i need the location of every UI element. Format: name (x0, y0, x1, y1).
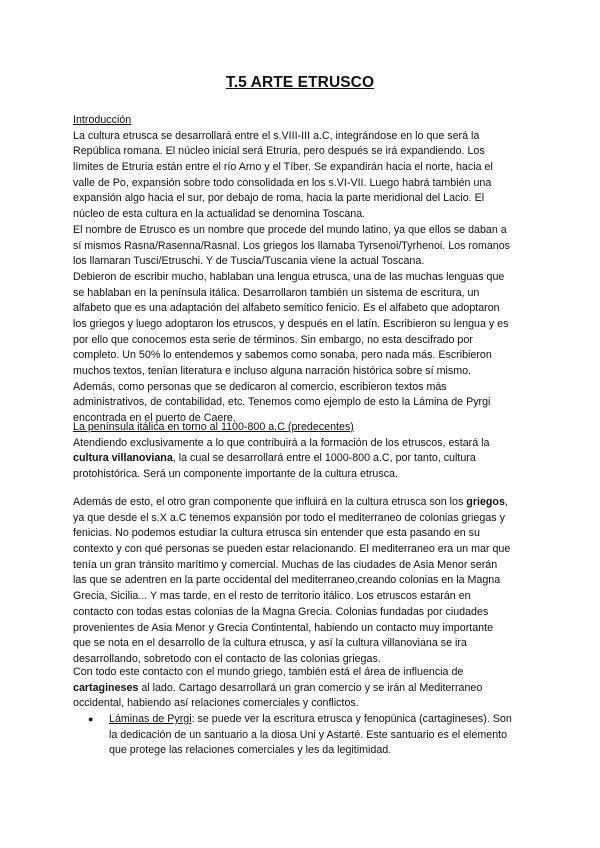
paragraph-line: las que se adentren en la parte occidental del mediterraneo,creando colonias en la Magna (73, 574, 501, 587)
paragraph-line: sí mismos Rasna/Rasenna/Rasnal. Los griegos los llamaba Tyrsenoi/Tyrhenoi. Los romanos (73, 239, 511, 252)
paragraph-line: contexto y con qué personas se pueden estar relacionando. El mediterraneo era un mar que (73, 543, 511, 556)
paragraph-line: Con todo este contacto con el mundo griego, también está el área de influencia de (73, 666, 464, 678)
paragraph-line: Debieron de escribir mucho, hablaban una lengua etrusca, una de las muchas lenguas que (73, 270, 505, 283)
paragraph-line: protohistórica. Será un componente importante de la cultura etrusca. (73, 468, 398, 481)
document-title: T.5 ARTE ETRUSCO (225, 74, 375, 91)
section-heading: Introducción (73, 114, 132, 126)
paragraph-line (73, 451, 535, 467)
paragraph-line (73, 495, 535, 511)
bullet-icon: ● (88, 714, 94, 725)
paragraph-line: occidental, habiendo así relaciones comerciales y conflictos. (73, 697, 359, 710)
paragraph-line: por ello que conocemos esta serie de términos. Sin embargo, no esta descifrado por (73, 333, 473, 346)
text-run: al lado. Cartago desarrollará un gran comercio y se irán al Mediterraneo (138, 681, 483, 694)
paragraph-line: ya que desde el s.X a.C tenemos expansión por todo el mediterraneo de colonias griegas y (73, 511, 505, 524)
paragraph-line: contacto con todas estas colonias de la Magna Grecia. Colonias fundadas por ciudades (73, 605, 489, 618)
paragraph-line: completo. Un 50% lo entendemos y sabemos como sonaba, pero nada más. Escribieron (73, 349, 492, 362)
paragraph-line: se hablaban en la península itálica. Desarrollaron también un sistema de escritura, un (73, 286, 480, 299)
bold-term: griegos (466, 496, 505, 508)
list-item (73, 712, 535, 759)
paragraph-line: provenientes de Asia Menor y Grecia Contintental, habiendo un contacto muy importante (73, 621, 494, 634)
paragraph-line: administrativos, de contabilidad, etc. Tenemos como ejemplo de esto la Lámina de Pyrgi (73, 396, 491, 409)
paragraph-line: los griegos y luego adoptaron los etruscos, y después en el latín. Escribieron su lengua y es (73, 317, 509, 330)
paragraph-line: encontrada en el puerto de Caere. (73, 412, 236, 425)
paragraph-line: Grecia, Sicilia... Y mas tarde, en el resto de territorio itálico. Los etruscos estarán en (73, 590, 471, 603)
paragraph-line: República romana. El núcleo inicial será Etruria, pero después se irá expandiendo. Los (73, 145, 485, 158)
paragraph-line: muchos textos, tenían literatura e incluso alguna narración histórica sobre sí mismo. (73, 365, 472, 377)
section-body (73, 129, 535, 427)
paragraph-line: El nombre de Etrusco es un nombre que procede del mundo latino, ya que ellos se daban a (73, 223, 507, 236)
underlined-term: Láminas de Pyrgi (109, 713, 192, 726)
paragraph-line: que protege las relaciones comerciales y les da legitimidad. (109, 744, 392, 757)
paragraph-cartagineses (73, 665, 535, 759)
text-run: , la cual se desarrollará entre el 1000-800 a.C, por tanto, cultura (172, 452, 476, 465)
section-introduccion (73, 113, 535, 427)
paragraph-body (73, 511, 535, 668)
paragraph-griegos (73, 495, 535, 668)
text-run: : se puede ver la escritura etrusca y fenopúnica (cartagineses). Son (191, 713, 512, 726)
paragraph-line: expansión algo hacia el sur, por debajo de roma, hacia la parte meridional del Lacio. El (73, 192, 485, 205)
bold-term: cartagineses (73, 681, 139, 694)
paragraph-line: alfabeto que es una adaptación del alfabeto semítico fenicio. Es el alfabeto que adoptaron (73, 302, 500, 315)
paragraph-line: valle de Po, expansión sobre todo consolidada en los s.VI-VII. Luego habrá también una (73, 176, 492, 189)
paragraph-line: desarrollando, sobretodo con el contacto de las colonias griegas. (73, 652, 381, 665)
paragraph-line: fenicias. No podemos estudiar la cultura etrusca sin entender que esta pasando en su (73, 527, 480, 540)
paragraph-line: tenía un gran tránsito marítimo y comercial. Muchas de las ciudades de Asia Menor serán (73, 558, 498, 571)
paragraph-line: Además, como personas que se dedicaron al comercio, escribieron textos más (73, 380, 447, 393)
bold-term: cultura villanoviana (73, 452, 173, 465)
paragraph-line: La cultura etrusca se desarrollará entre el s.VIII-III a.C, integrándose en lo que será la (73, 129, 480, 142)
text-run: , (504, 496, 508, 508)
paragraph-line (73, 681, 535, 697)
section-peninsula-italica (73, 420, 535, 483)
paragraph-line: la dedicación de un santuario a la diosa Uni y Astarté. Este santuario es el elemento (109, 728, 508, 741)
paragraph-line: límites de Etruria están entre el río Arno y el Tíber. Se expandirán hacia el norte, hacia el (73, 161, 493, 174)
text-run: Además de esto, el otro gran componente que influirá en la cultura etrusca son los (73, 496, 467, 508)
section-heading: La península itálica en torno al 1100-800 a.C (predecentes) (73, 421, 354, 433)
paragraph-line: Atendiendo exclusivamente a lo que contribuirá a la formación de los etruscos, estará la (73, 436, 490, 449)
paragraph-line: que se nota en el desarrollo de la cultura etrusca, y así la cultura villanoviana se ira (73, 637, 467, 650)
paragraph-line: núcleo de esta cultura en la actualidad se denomina Toscana. (73, 208, 366, 221)
paragraph-line: los llamaran Tusci/Etruschi. Y de Tuscia/Tuscania viene la actual Toscana. (73, 255, 425, 268)
paragraph-line (73, 712, 535, 728)
